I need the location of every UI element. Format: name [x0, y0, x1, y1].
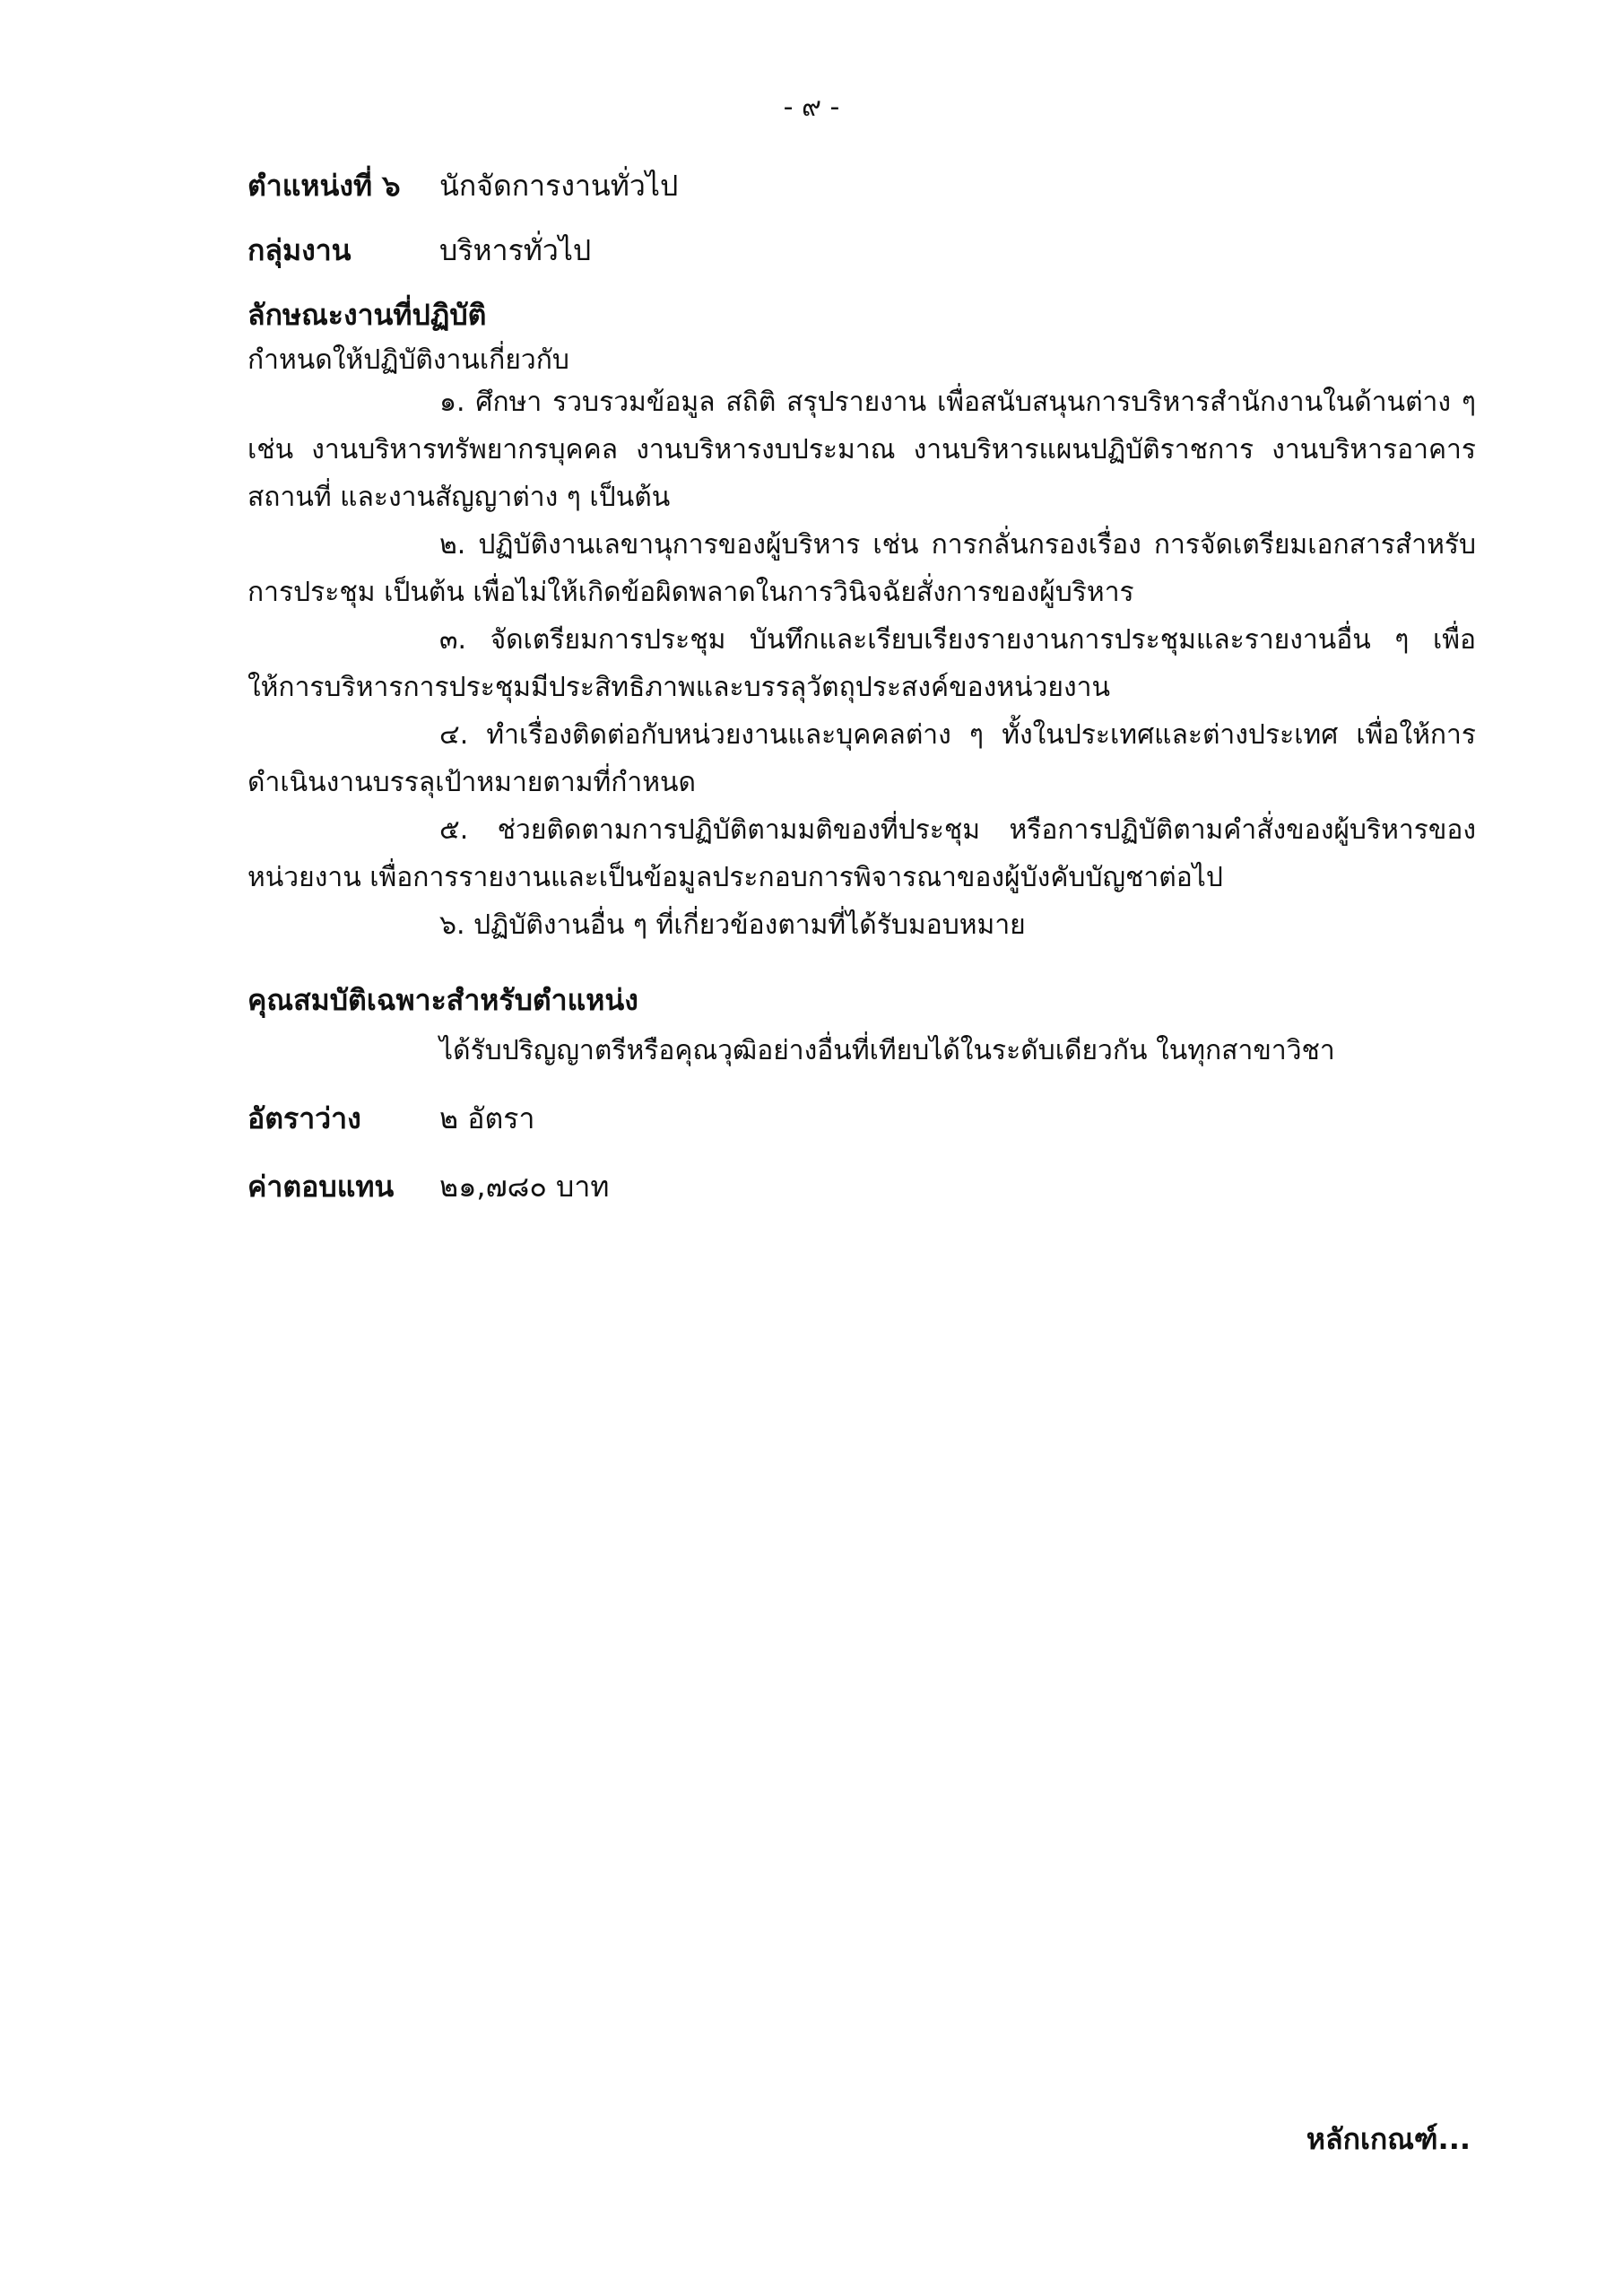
position-label: ตำแหน่งที่ ๖	[247, 169, 401, 203]
qualification-text: ได้รับปริญญาตรีหรือคุณวุฒิอย่างอื่นที่เทียบได้ในระดับเดียวกัน ในทุกสาขาวิชา	[439, 1035, 1335, 1066]
vacancies-label: อัตราว่าง	[247, 1101, 361, 1135]
duty-item-4: ๔. ทำเรื่องติดต่อกับหน่วยงานและบุคคลต่าง ๆ ทั้งในประเทศและต่างประเทศ เพื่อให้การดำเนินงานบรรลุเป้าหมายตามที่กำหนด	[247, 719, 1476, 798]
compensation-value: ๒๑,๗๘๐ บาท	[439, 1170, 610, 1204]
duty-item-6: ๖. ปฏิบัติงานอื่น ๆ ที่เกี่ยวข้องตามที่ได้รับมอบหมาย	[439, 909, 1026, 941]
duties-list	[247, 378, 1476, 949]
vacancies-value: ๒ อัตรา	[439, 1101, 535, 1135]
duty-item-1: ๑. ศึกษา รวบรวมข้อมูล สถิติ สรุปรายงาน เพื่อสนับสนุนการบริหารสำนักงานในด้านต่าง ๆ เช่น งานบริหารทรัพยากรบุคคล งานบริหารงบประมาณ งานบริหารแผนปฏิบัติราชการ งานบริหารอาคารสถานที่ และงานสัญญาต่าง ๆ เป็นต้น	[247, 387, 1476, 513]
duty-item-2: ๒. ปฏิบัติงานเลขานุการของผู้บริหาร เช่น การกลั่นกรองเรื่อง การจัดเตรียมเอกสารสำหรับการประชุม เป็นต้น เพื่อไม่ให้เกิดข้อผิดพลาดในการวินิจฉัยสั่งการของผู้บริหาร	[247, 529, 1476, 608]
footer-continuation: หลักเกณฑ์...	[1306, 2122, 1471, 2156]
qualification-heading: คุณสมบัติเฉพาะสำหรับตำแหน่ง	[247, 983, 638, 1017]
group-label: กลุ่มงาน	[247, 233, 352, 267]
position-value: นักจัดการงานทั่วไป	[439, 169, 679, 203]
group-value: บริหารทั่วไป	[439, 233, 592, 267]
compensation-label: ค่าตอบแทน	[247, 1170, 395, 1204]
duties-intro: กำหนดให้ปฏิบัติงานเกี่ยวกับ	[247, 344, 569, 376]
duties-heading: ลักษณะงานที่ปฏิบัติ	[247, 298, 487, 332]
duty-item-3: ๓. จัดเตรียมการประชุม บันทึกและเรียบเรียงรายงานการประชุมและรายงานอื่น ๆ เพื่อให้การบริหารการประชุมมีประสิทธิภาพและบรรลุวัตถุประสงค์ของหน่วยงาน	[247, 624, 1476, 703]
duty-item-5: ๕. ช่วยติดตามการปฏิบัติตามมติของที่ประชุม หรือการปฏิบัติตามคำสั่งของผู้บริหารของหน่วยงาน เพื่อการรายงานและเป็นข้อมูลประกอบการพิจารณาของผู้บังคับบัญชาต่อไป	[247, 814, 1476, 893]
page-number: - ๙ -	[783, 91, 840, 123]
